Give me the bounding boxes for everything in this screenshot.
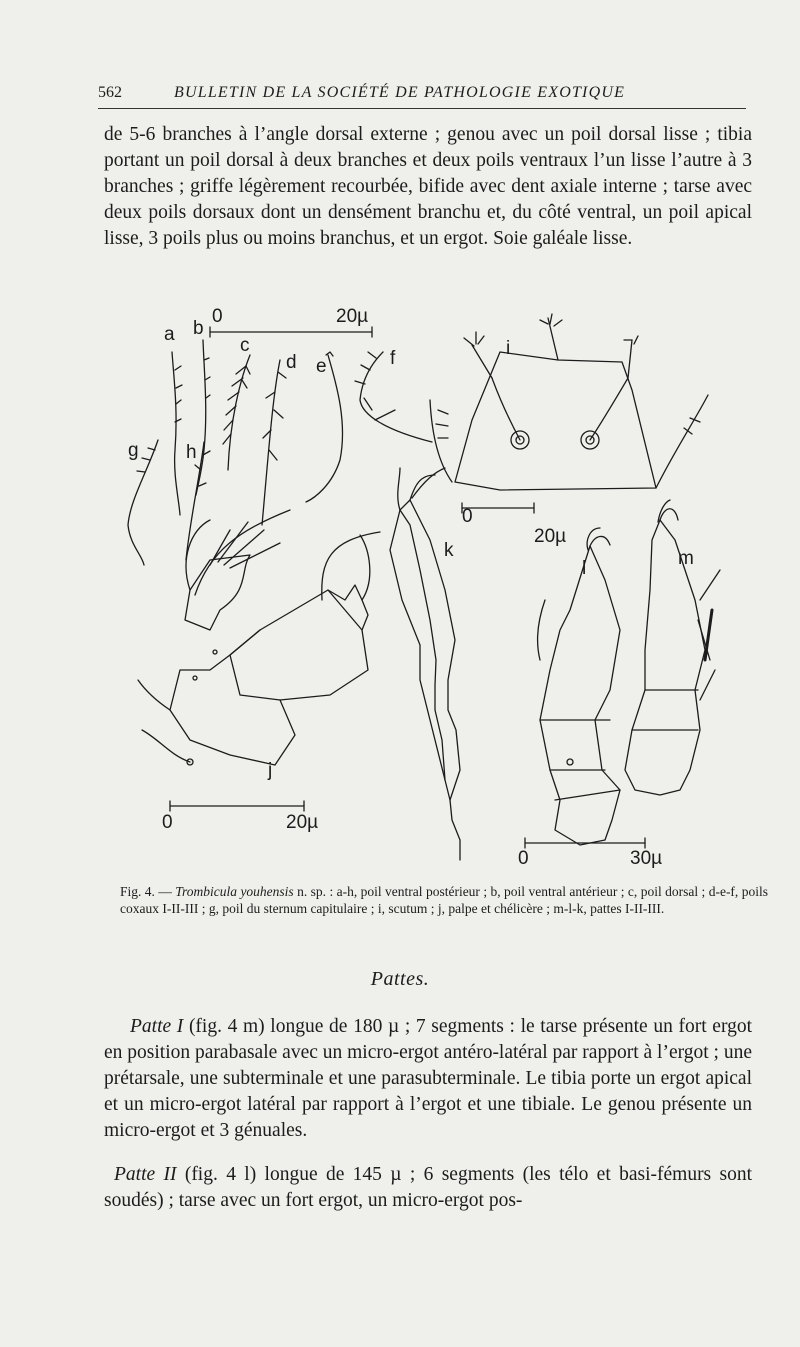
label-i: i — [506, 338, 511, 359]
label-m: m — [678, 548, 694, 569]
label-k: k — [444, 540, 454, 561]
scale-scutum-zero: 0 — [462, 506, 473, 527]
running-header — [98, 80, 746, 109]
paragraph-text: (fig. 4 l) longue de 145 µ ; 6 segments (les télo et basi-fémurs sont soudés) ; tarse avec un fort ergot, un micro-ergot pos- — [104, 1164, 752, 1211]
paragraph-lead: Patte I — [130, 1016, 184, 1037]
leg-k-drawing — [390, 468, 460, 860]
scale-legs-zero: 0 — [518, 848, 529, 869]
label-l: l — [582, 558, 587, 579]
scale-setae-value: 20µ — [336, 306, 369, 327]
scale-legs-value: 30µ — [630, 848, 663, 869]
scale-palp-zero: 0 — [162, 812, 173, 833]
label-g: g — [128, 440, 139, 461]
figure-4 — [100, 300, 760, 880]
label-h: h — [186, 442, 197, 463]
scale-setae-zero: 0 — [212, 306, 223, 327]
scutum-drawing — [430, 314, 708, 513]
label-b: b — [193, 318, 204, 339]
scale-scutum-value: 20µ — [534, 526, 567, 547]
intro-paragraph: de 5-6 branches à l’angle dorsal externe ; genou avec un poil dorsal lisse ; tibia portant un poil dorsal à deux branches et deux poils ventraux l’un lisse l’autre à 3 branches ; griffe légèrement recourbée, bifide avec dent axiale interne ; tarse avec deux poils dorsaux dont un densément branchu et, du côté ventral, un poil apical lisse, 3 poils plus ou moins branchus, et un ergot. Soie galéale lisse. — [104, 124, 752, 249]
seta-d-drawing — [262, 360, 286, 525]
running-title: BULLETIN DE LA SOCIÉTÉ DE PATHOLOGIE EXOTIQUE — [174, 84, 626, 101]
label-j: j — [268, 760, 273, 781]
seta-b-drawing — [196, 340, 210, 495]
palp-chelicera-drawing — [138, 510, 380, 811]
figure-drawings — [100, 300, 760, 880]
label-f: f — [390, 348, 396, 369]
label-e: e — [316, 356, 327, 377]
paragraph-text: (fig. 4 m) longue de 180 µ ; 7 segments : le tarse présente un fort ergot en position parabasale avec un micro-ergot antéro-latéral par rapport à l’ergot ; une prétarsale, une subterminale et une parasubterminale. Le tibia porte un ergot apical et un micro-ergot latéral par rapport à l’ergot et une tibiale. Le genou présente un micro-ergot et 3 génuales. — [104, 1016, 752, 1141]
label-d: d — [286, 352, 297, 373]
leg-m-drawing — [625, 500, 720, 795]
label-c: c — [240, 335, 250, 356]
label-a: a — [164, 324, 175, 345]
caption-species: Trombicula youhensis — [175, 884, 294, 899]
scale-bar-setae — [210, 327, 372, 337]
figure-caption — [120, 883, 768, 917]
seta-c-drawing — [223, 355, 250, 470]
seta-a-drawing — [172, 352, 182, 515]
page-number: 562 — [98, 84, 122, 101]
paragraph-patte-1 — [104, 1014, 752, 1144]
caption-prefix: Fig. 4. — — [120, 884, 176, 899]
caption-body: n. sp. : a-h, poil ventral postérieur ; b, poil ventral antérieur ; c, poil dorsal ; d-e-f, poils coxaux I-II-III ; g, poil du sternum capitulaire ; i, scutum ; j, palpe et chélicère ; m-l-k, pattes I-II-III. — [120, 884, 768, 916]
scale-palp-value: 20µ — [286, 812, 319, 833]
paragraph-lead: Patte II — [114, 1164, 177, 1185]
paragraph-patte-2 — [104, 1162, 752, 1214]
section-title: Pattes. — [370, 968, 430, 990]
